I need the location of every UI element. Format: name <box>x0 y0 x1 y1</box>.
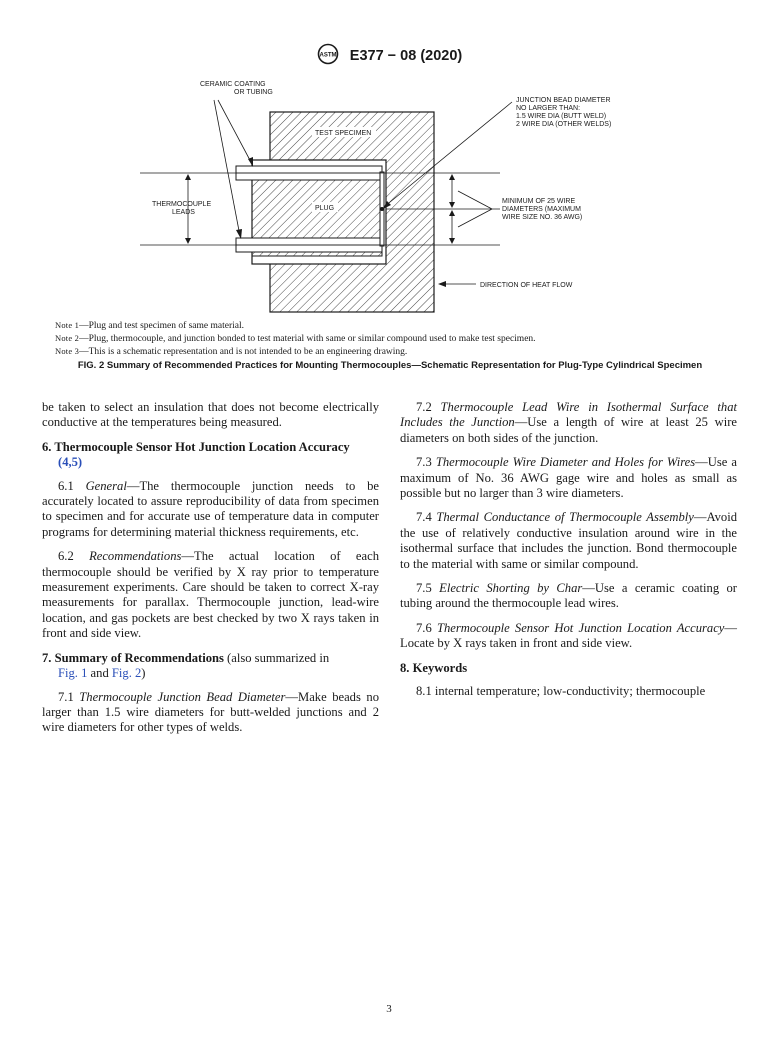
label-junction-bead-2: NO LARGER THAN: <box>516 105 581 112</box>
label-ceramic-coating-1: CERAMIC COATING <box>200 81 266 88</box>
paragraph-8-1: 8.1 internal temperature; low-conductivity; thermocouple <box>416 684 706 699</box>
figure-note-3: Note 3—This is a schematic representation and is not intended to be an engineering drawing. <box>55 346 408 357</box>
label-thermocouple-leads-1: THERMOCOUPLE <box>152 201 212 208</box>
label-heat-flow: DIRECTION OF HEAT FLOW <box>480 282 573 289</box>
paragraph-7-4: 7.4 Thermal Conductance of Thermocouple Assembly—Avoid the use of relatively conductive insulation around wire in the isothermal surface that includes the junction. Bond thermocouple to the material with same or similar compound. <box>400 510 737 571</box>
label-minimum-wire-2: DIAMETERS (MAXIMUM <box>502 206 581 213</box>
document-designation: E377 − 08 (2020) <box>349 48 463 64</box>
paragraph-7-6: 7.6 Thermocouple Sensor Hot Junction Location Accuracy—Locate by X rays taken in front and side view. <box>400 620 737 651</box>
paragraph-6-2: 6.2 Recommendations—The actual location of each thermocouple should be verified by X ray prior to temperature measurement experiments. Care should be taken to correct X-ray measurements for parallax. Thermocouple junction, lead-wire location, and gas pockets are best checked by two X rays taken in front and side view. <box>42 549 379 641</box>
fig-2-link[interactable]: Fig. 2 <box>111 666 142 681</box>
left-column <box>42 400 379 745</box>
svg-text:ASTM: ASTM <box>319 52 337 59</box>
page-number: 3 <box>386 1003 392 1015</box>
intro-paragraph: be taken to select an insulation that does not become electrically conductive at the temperatures being measured. <box>42 400 379 430</box>
label-junction-bead-4: 2 WIRE DIA (OTHER WELDS) <box>516 121 612 128</box>
label-plug: PLUG <box>315 205 335 212</box>
section-8-heading: 8. Keywords <box>400 660 468 675</box>
label-junction-bead-3: 1.5 WIRE DIA (BUTT WELD) <box>516 113 607 120</box>
label-minimum-wire-1: MINIMUM OF 25 WIRE <box>502 198 576 205</box>
label-thermocouple-leads-2: LEADS <box>172 209 195 216</box>
section-7-heading: 7. Summary of Recommendations (also summarized in Fig. 1 and Fig. 2) <box>42 650 330 681</box>
figure-note-1: Note 1—Plug and test specimen of same material. <box>55 320 244 331</box>
paragraph-6-1: 6.1 General—The thermocouple junction needs to be accurately located to assure reproducibility of data from specimen to specimen and for accurate use of temperature data in computer programs for determining material thickness requirements, etc. <box>42 478 379 539</box>
page-header <box>0 43 778 69</box>
label-test-specimen: TEST SPECIMEN <box>315 130 372 137</box>
figure-2-diagram <box>140 78 660 318</box>
astm-logo <box>316 43 340 69</box>
section-6-heading: 6. Thermocouple Sensor Hot Junction Location Accuracy (4,5) <box>42 439 350 470</box>
label-minimum-wire-3: WIRE SIZE NO. 36 AWG) <box>502 214 583 221</box>
right-column <box>400 400 737 709</box>
paragraph-7-3: 7.3 Thermocouple Wire Diameter and Holes for Wires—Use a maximum of No. 36 AWG gage wire and holes as small as possible but no larger than 3 wire diameters. <box>400 455 738 501</box>
junction-bead <box>380 207 384 211</box>
paragraph-7-1: 7.1 Thermocouple Junction Bead Diameter—Make beads no larger than 1.5 wire diameters for butt-welded junctions and 2 wire diameters for other types of welds. <box>42 689 379 735</box>
figure-note-2: Note 2—Plug, thermocouple, and junction bonded to test material with same or similar compound used to make test specimen. <box>55 333 536 344</box>
figure-caption: FIG. 2 Summary of Recommended Practices for Mounting Thermocouples—Schematic Representation for Plug-Type Cylindrical Specimen <box>77 360 703 371</box>
paragraph-7-5: 7.5 Electric Shorting by Char—Use a ceramic coating or tubing around the thermocouple lead wires. <box>400 581 737 611</box>
paragraph-7-2: 7.2 Thermocouple Lead Wire in Isothermal Surface that Includes the Junction—Use a length of wire at least 25 wire diameters on both sides of the junction. <box>400 400 738 445</box>
label-junction-bead-1: JUNCTION BEAD DIAMETER <box>516 97 611 104</box>
fig-1-link[interactable]: Fig. 1 <box>58 666 88 681</box>
label-ceramic-coating-2: OR TUBING <box>234 89 273 96</box>
ref-link-4-5[interactable]: (4,5) <box>58 455 83 470</box>
